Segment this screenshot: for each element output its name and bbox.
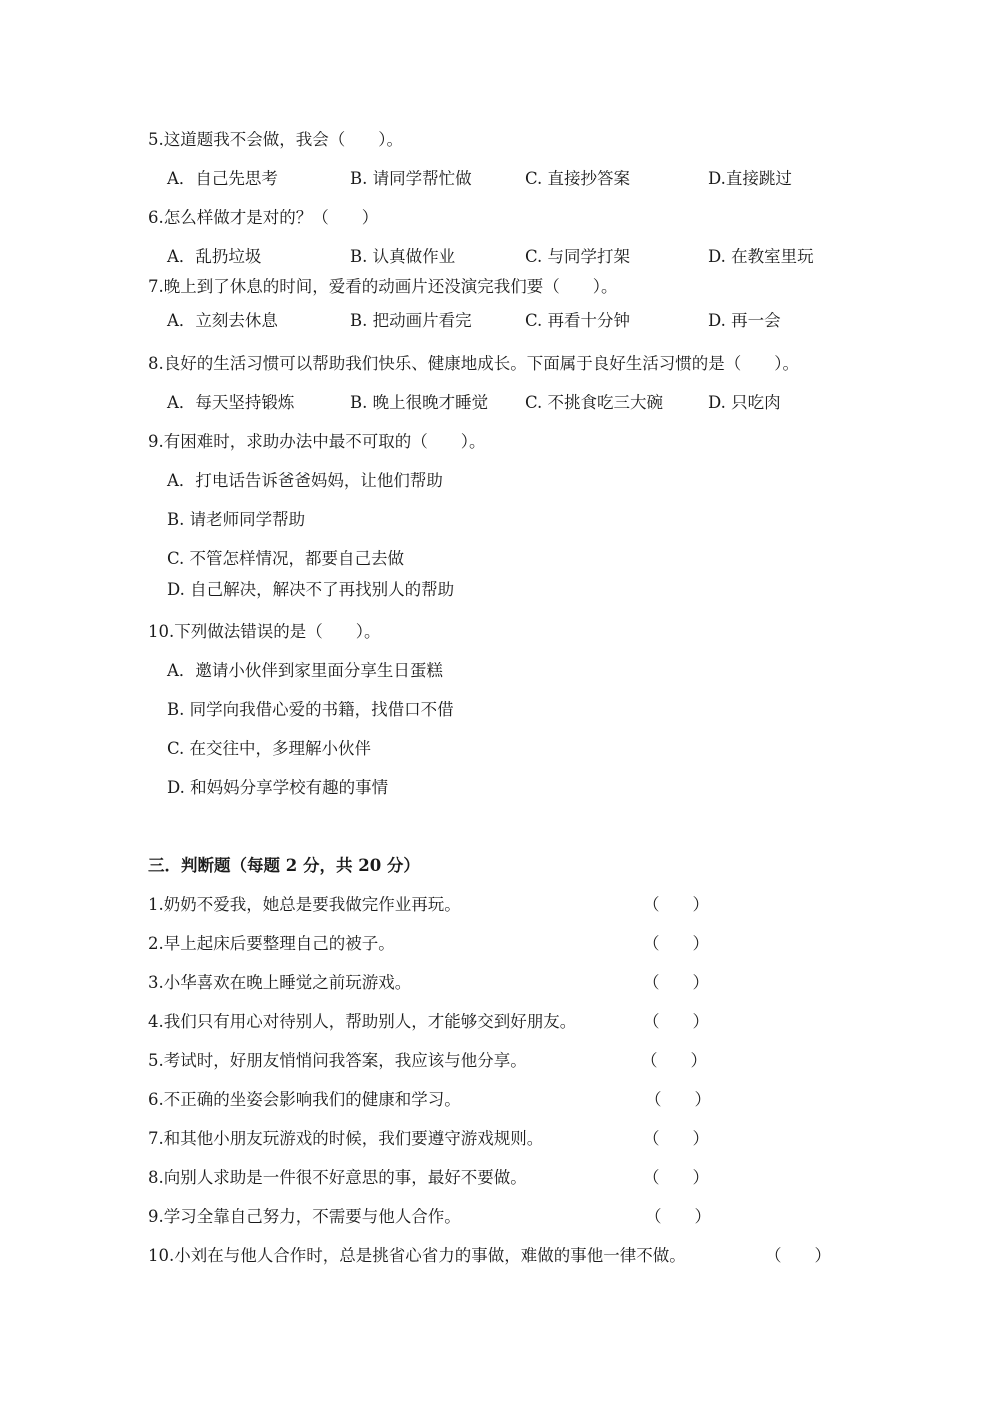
option-d: D. 再一会 — [708, 311, 781, 330]
answer-blank: （ ） — [643, 1129, 709, 1148]
option-c: C. 不管怎样情况，都要自己去做 — [167, 549, 405, 568]
option-a: A．邀请小伙伴到家里面分享生日蛋糕 — [167, 661, 443, 680]
answer-blank: （ ） — [765, 1246, 831, 1265]
option-c: C. 直接抄答案 — [525, 169, 631, 188]
option-b: B. 请老师同学帮助 — [167, 510, 306, 529]
option-a: A．打电话告诉爸爸妈妈，让他们帮助 — [167, 471, 443, 490]
judge-item-5: 5.考试时，好朋友悄悄问我答案，我应该与他分享。 — [148, 1051, 527, 1070]
judge-item-4: 4.我们只有用心对待别人，帮助别人，才能够交到好朋友。 — [148, 1012, 577, 1031]
judge-item-7: 7.和其他小朋友玩游戏的时候，我们要遵守游戏规则。 — [148, 1129, 544, 1148]
question-10: 10.下列做法错误的是（ ）。 — [148, 622, 381, 641]
answer-blank: （ ） — [643, 895, 709, 914]
answer-blank: （ ） — [643, 1012, 709, 1031]
question-6-options — [167, 246, 867, 268]
option-d: D. 自己解决，解决不了再找别人的帮助 — [167, 580, 455, 599]
question-8: 8.良好的生活习惯可以帮助我们快乐、健康地成长。下面属于良好生活习惯的是（ ）。 — [148, 354, 799, 373]
judge-item-8: 8.向别人求助是一件很不好意思的事，最好不要做。 — [148, 1168, 527, 1187]
option-d: D. 在教室里玩 — [708, 247, 814, 266]
option-b: B. 晚上很晚才睡觉 — [350, 393, 489, 412]
answer-blank: （ ） — [641, 1051, 707, 1070]
answer-blank: （ ） — [643, 1168, 709, 1187]
option-b: B. 把动画片看完 — [350, 311, 472, 330]
judge-item-10: 10.小刘在与他人合作时，总是挑省心省力的事做，难做的事他一律不做。 — [148, 1246, 686, 1265]
option-a: A．乱扔垃圾 — [167, 247, 262, 266]
question-9: 9.有困难时，求助办法中最不可取的（ ）。 — [148, 432, 486, 451]
question-7: 7.晚上到了休息的时间，爱看的动画片还没演完我们要（ ）。 — [148, 277, 618, 296]
option-d: D. 和妈妈分享学校有趣的事情 — [167, 778, 389, 797]
option-c: C. 与同学打架 — [525, 247, 631, 266]
option-a: A．立刻去休息 — [167, 311, 278, 330]
answer-blank: （ ） — [643, 973, 709, 992]
section-heading: 三．判断题（每题 2 分，共 20 分） — [148, 856, 420, 875]
answer-blank: （ ） — [645, 1090, 711, 1109]
option-a: A．每天坚持锻炼 — [167, 393, 295, 412]
option-d: D. 只吃肉 — [708, 393, 781, 412]
option-b: B. 认真做作业 — [350, 247, 456, 266]
option-c: C. 再看十分钟 — [525, 311, 631, 330]
judge-item-9: 9.学习全靠自己努力，不需要与他人合作。 — [148, 1207, 461, 1226]
question-7-options — [167, 310, 867, 332]
option-c: C. 在交往中，多理解小伙伴 — [167, 739, 372, 758]
answer-blank: （ ） — [645, 1207, 711, 1226]
judge-item-1: 1.奶奶不爱我，她总是要我做完作业再玩。 — [148, 895, 461, 914]
judge-item-6: 6.不正确的坐姿会影响我们的健康和学习。 — [148, 1090, 461, 1109]
question-5: 5.这道题我不会做，我会（ ）。 — [148, 130, 403, 149]
option-c: C. 不挑食吃三大碗 — [525, 393, 664, 412]
question-6: 6.怎么样做才是对的？（ ） — [148, 208, 379, 227]
judge-item-3: 3.小华喜欢在晚上睡觉之前玩游戏。 — [148, 973, 412, 992]
judge-item-2: 2.早上起床后要整理自己的被子。 — [148, 934, 395, 953]
option-b: B. 同学向我借心爱的书籍，找借口不借 — [167, 700, 454, 719]
option-b: B. 请同学帮忙做 — [350, 169, 472, 188]
answer-blank: （ ） — [643, 934, 709, 953]
option-a: A．自己先思考 — [167, 169, 278, 188]
question-8-options — [167, 392, 867, 414]
option-d: D.直接跳过 — [708, 169, 792, 188]
question-5-options — [167, 168, 867, 190]
